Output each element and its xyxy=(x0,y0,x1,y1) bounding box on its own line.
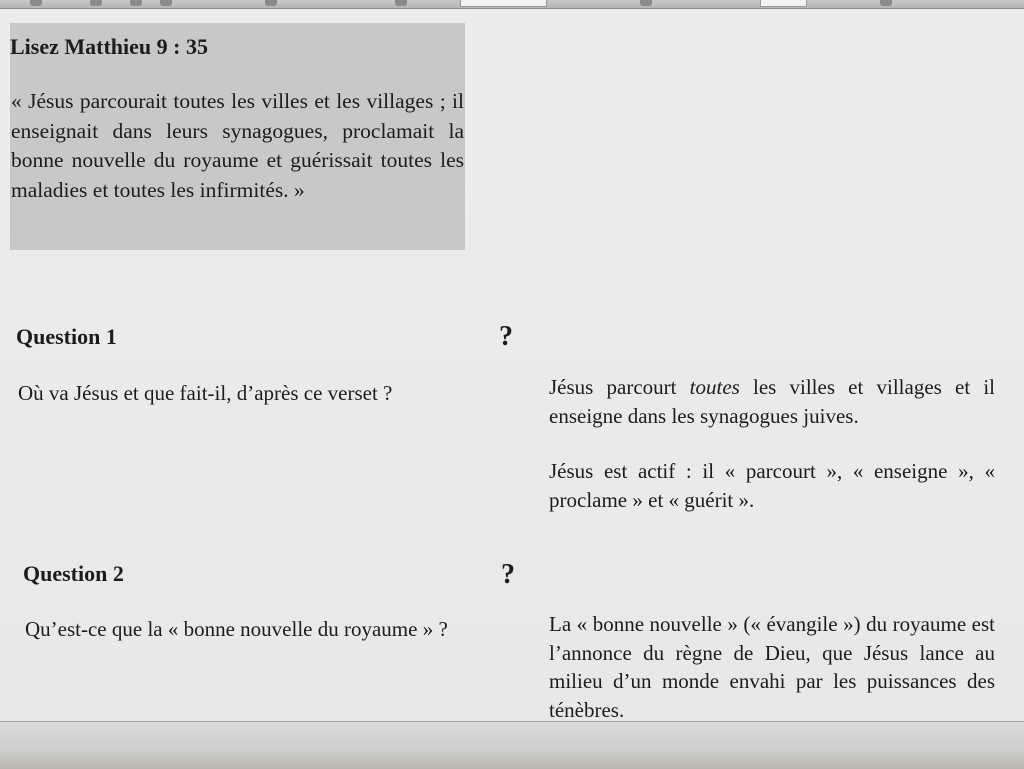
question-2-text: Qu’est-ce que la « bonne nouvelle du royaume » ? xyxy=(25,617,448,641)
answer-1-emphasis: toutes xyxy=(689,375,740,399)
toolbar-field[interactable] xyxy=(460,0,547,7)
toolbar xyxy=(0,0,1024,9)
question-1-text: Où va Jésus et que fait-il, d’après ce verset ? xyxy=(18,381,393,405)
question-2-label: Question 2 xyxy=(23,561,124,586)
toolbar-icon[interactable] xyxy=(90,0,102,6)
toolbar-field[interactable] xyxy=(760,0,807,7)
toolbar-icon[interactable] xyxy=(265,0,277,6)
question-2-answer xyxy=(549,610,995,724)
question-1-label: Question 1 xyxy=(16,324,117,349)
answer-1-paragraph-2: Jésus est actif : il « parcourt », « enseigne », « proclame » et « guérit ». xyxy=(549,459,995,512)
edit-icon[interactable] xyxy=(30,0,42,6)
verse-text: « Jésus parcourait toutes les villes et les villages ; il enseignait dans leurs synagogues, proclamait la bonne nouvelle du royaume et guérissait toutes les maladies et toutes les infirmités. » xyxy=(11,89,464,202)
toolbar-icon[interactable] xyxy=(130,0,142,6)
verse-reference: Lisez Matthieu 9 : 35 xyxy=(10,34,208,59)
toolbar-icon[interactable] xyxy=(160,0,172,6)
toolbar-icon[interactable] xyxy=(640,0,652,6)
bottom-bar xyxy=(0,721,1024,769)
question-2-marker: ? xyxy=(501,559,515,590)
answer-1-paragraph-1: Jésus parcourt toutes les villes et villages et il enseigne dans les synagogues juives. xyxy=(549,375,995,428)
question-1-answer xyxy=(549,373,995,514)
question-1-marker: ? xyxy=(499,321,513,352)
document-page xyxy=(0,9,1024,721)
toolbar-icon[interactable] xyxy=(880,0,892,6)
toolbar-icon[interactable] xyxy=(395,0,407,6)
answer-2-paragraph-1: La « bonne nouvelle » (« évangile ») du royaume est l’annonce du règne de Dieu, que Jésus lance au milieu d’un monde envahi par les puissances des ténèbres. xyxy=(549,612,995,722)
